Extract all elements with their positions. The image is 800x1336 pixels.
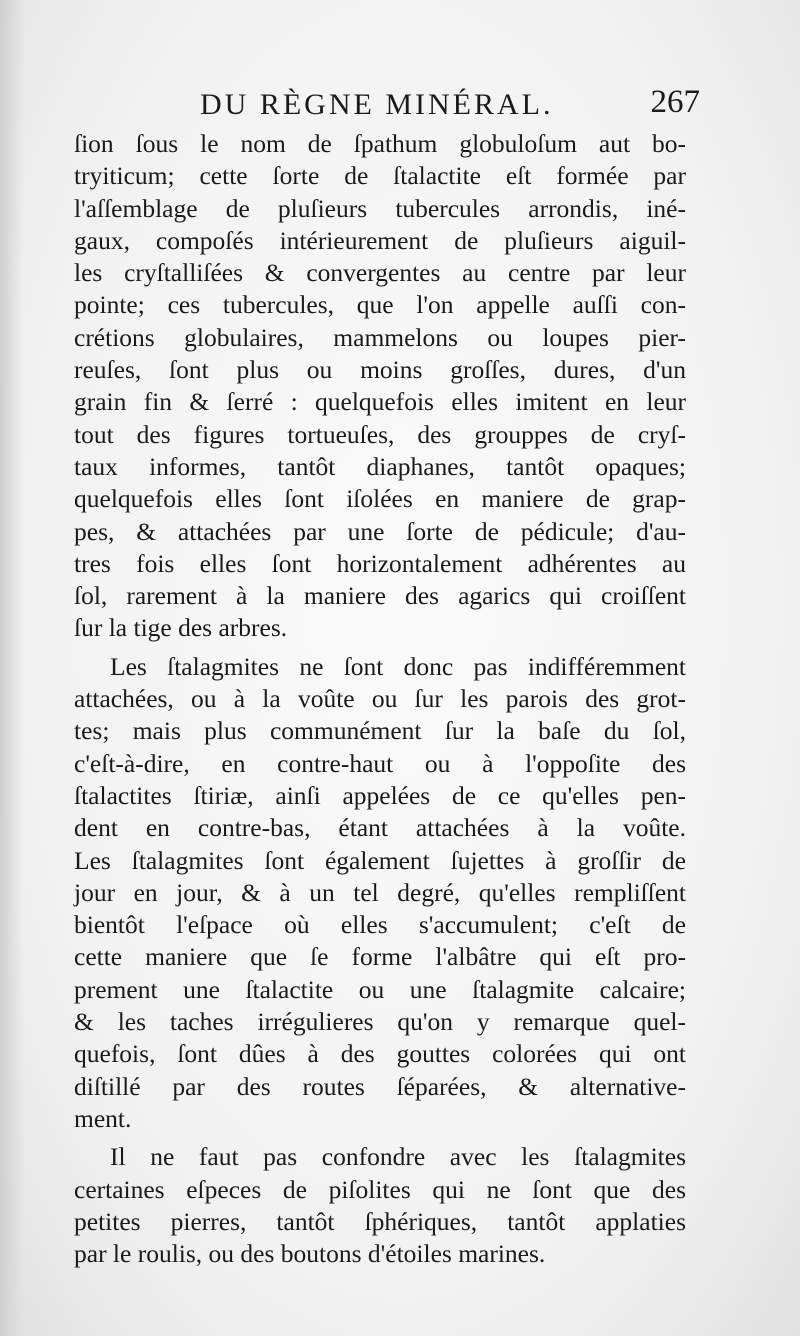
text-line: tres fois elles ſont horizontalement adhérentes au (74, 548, 686, 578)
text-line: prement une ſtalactite ou une ſtalagmite calcaire; (74, 974, 686, 1004)
text-line: ſol, rarement à la maniere des agarics qui croiſſent (74, 581, 686, 611)
text-line: ſur la tige des arbres. (74, 613, 288, 643)
text-line: dent en contre-bas, étant attachées à la voûte. (74, 813, 686, 843)
paragraph-2 (74, 651, 686, 1135)
text-line: par le roulis, ou des boutons d'étoiles marines. (74, 1239, 546, 1269)
text-line: Il ne faut pas confondre avec les ſtalagmites (110, 1142, 686, 1172)
text-line: gaux, compoſés intérieurement de pluſieurs aiguil- (74, 225, 686, 255)
text-line: jour en jour, & à un tel degré, qu'elles rempliſſent (74, 877, 686, 907)
text-line: attachées, ou à la voûte ou ſur les parois des grot- (74, 684, 686, 714)
text-line: tryiticum; cette ſorte de ſtalactite eſt formée par (74, 161, 686, 191)
text-line: ment. (74, 1103, 132, 1133)
text-line: c'eſt-à-dire, en contre-haut ou à l'oppoſite des (74, 748, 686, 778)
text-line: quefois, ſont dûes à des gouttes colorées qui ont (74, 1039, 686, 1069)
text-line: grain fin & ſerré : quelquefois elles imitent en leur (74, 387, 686, 417)
text-line: tout des figures tortueuſes, des grouppes de cryſ- (74, 419, 686, 449)
page-number: 267 (650, 84, 700, 120)
text-line: pes, & attachées par une ſorte de pédicule; d'au- (74, 516, 686, 546)
text-line: bientôt l'eſpace où elles s'accumulent; c'eſt de (74, 910, 686, 940)
text-line: Les ſtalagmites ſont également ſujettes à groſſir de (74, 845, 686, 875)
text-line: crétions globulaires, mammelons ou loupes pier- (74, 322, 686, 352)
paragraph-1 (74, 128, 686, 645)
text-line: taux informes, tantôt diaphanes, tantôt opaques; (74, 451, 686, 481)
text-line: certaines eſpeces de piſolites qui ne ſont que des (74, 1174, 686, 1204)
text-line: Les ſtalagmites ne ſont donc pas indifféremment (110, 651, 686, 681)
paragraph-3 (74, 1141, 686, 1270)
running-head: DU RÈGNE MINÉRAL. (200, 88, 554, 121)
text-line: reuſes, ſont plus ou moins groſſes, dures, d'un (74, 355, 686, 385)
text-line: petites pierres, tantôt ſphériques, tantôt applaties (74, 1206, 686, 1236)
text-line: les cryſtalliſées & convergentes au centre par leur (74, 258, 686, 288)
text-line: ſion ſous le nom de ſpathum globuloſum aut bo- (74, 129, 686, 158)
text-line: cette maniere que ſe forme l'albâtre qui eſt pro- (74, 942, 686, 972)
text-line: quelquefois elles ſont iſolées en maniere de grap- (74, 484, 686, 514)
body-text (74, 128, 686, 1270)
text-line: pointe; ces tubercules, que l'on appelle auſſi con- (74, 290, 686, 320)
text-line: diſtillé par des routes ſéparées, & alternative- (74, 1071, 686, 1101)
text-line: & les taches irrégulieres qu'on y remarque quel- (74, 1007, 686, 1037)
text-line: tes; mais plus communément ſur la baſe du ſol, (74, 716, 686, 746)
page-header (200, 84, 700, 128)
text-line: l'aſſemblage de pluſieurs tubercules arrondis, iné- (74, 193, 686, 223)
text-line: ſtalactites ſtiriæ, ainſi appelées de ce qu'elles pen- (74, 780, 686, 810)
